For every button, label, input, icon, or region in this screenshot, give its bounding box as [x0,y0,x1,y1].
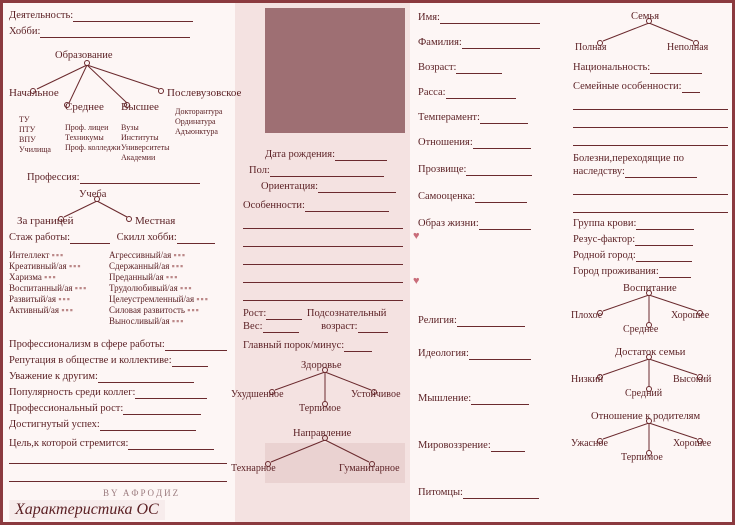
family-node-incomplete[interactable]: Неполная [667,42,709,53]
upbringing-node-good[interactable]: Хорошее [671,310,710,321]
professionalism-field[interactable]: Профессионализм в сфере работы: [9,338,234,351]
hereditary-label: Болезни,переходящие по [573,153,685,164]
city-living-field[interactable]: Город проживания: [573,265,733,278]
nationality-field[interactable]: Национальность: [573,61,733,74]
trait-item[interactable]: Сдержанный/ая ▪▪▪ [109,261,185,271]
upbringing-node-average[interactable]: Среднее [623,324,659,335]
study-tree [9,187,234,227]
goal-line-2[interactable] [9,450,227,464]
parents-node-awful[interactable]: Ужасное [571,438,608,449]
wealth-title: Достаток семьи [615,347,686,358]
temperament-field[interactable]: Темперамент: [418,111,568,124]
center-column [231,148,408,484]
health-title: Здоровье [301,360,342,371]
upbringing-title: Воспитание [623,283,677,294]
family-node-full[interactable]: Полная [575,42,607,53]
rh-factor-field[interactable]: Резус-фактор: [573,233,733,246]
trait-item[interactable]: Агрессивный/ая ▪▪▪ [109,250,187,260]
photo-placeholder[interactable] [265,8,405,133]
family-tree [573,9,733,55]
blood-group-field[interactable]: Группа крови: [573,217,733,230]
activity-field[interactable]: Деятельность: [9,9,234,22]
features-line-5[interactable] [243,269,403,283]
edu-postgrad-list: Докторантура Ординатура Адъюнктура [175,107,223,136]
features-line-6[interactable] [243,287,403,301]
education-tree [9,43,242,171]
family-features-line-2[interactable] [573,96,728,110]
trait-item[interactable]: Воспитанный/ая ▪▪▪ [9,283,88,293]
family-features-line-4[interactable] [573,132,728,146]
popularity-field[interactable]: Популярность среди коллег: [9,386,234,399]
surname-field[interactable]: Фамилия: [418,36,568,49]
trait-item[interactable]: Креативный/ая ▪▪▪ [9,261,82,271]
edu-node-higher[interactable]: Высшее [121,101,159,113]
profession-field[interactable]: Профессия: [27,171,234,184]
orientation-field[interactable]: Ориентация: [261,180,408,193]
success-field[interactable]: Достигнутый успех: [9,418,234,431]
trait-item[interactable]: Харизма ▪▪▪ [9,272,57,282]
lifestyle-field[interactable]: Образ жизни: [418,217,568,230]
study-node-local[interactable]: Местная [135,215,176,227]
upbringing-node-bad[interactable]: Плохое [571,310,603,321]
name-field[interactable]: Имя: [418,11,568,24]
trait-item[interactable]: Активный/ая ▪▪▪ [9,305,74,315]
selfesteem-field[interactable]: Самооценка: [418,190,568,203]
birthdate-field[interactable]: Дата рождения: [265,148,408,161]
edu-node-secondary[interactable]: Среднее [65,101,104,113]
trait-item[interactable]: Выносливый/ая ▪▪▪ [109,316,185,326]
trait-item[interactable]: Преданный/ая ▪▪▪ [109,272,179,282]
health-node-tolerable[interactable]: Терпимое [299,403,341,414]
trait-item[interactable]: Интеллект ▪▪▪ [9,250,65,260]
edu-primary-list: ТУ ПТУ ВПУ Училища [19,115,51,154]
page-title: Характеристика ОС [9,500,165,520]
trait-item[interactable]: Силовая развитость ▪▪▪ [109,305,200,315]
race-field[interactable]: Расса: [418,86,568,99]
parents-title: Отношение к родителям [591,411,701,422]
wealth-tree [573,345,733,407]
parents-node-good[interactable]: Хорошее [673,438,712,449]
main-vice-field[interactable]: Главный порок/минус: [243,339,408,352]
wealth-node-average[interactable]: Средний [625,388,663,399]
reputation-field[interactable]: Репутация в обществе и коллективе: [9,354,234,367]
work-and-skill-row[interactable]: Стаж работы: Скилл хобби: [9,231,234,244]
edu-secondary-list: Проф. лицеи Техникумы Проф. колледжи [65,123,121,152]
hereditary-line-2[interactable] [573,181,728,195]
weight-field[interactable]: Вес: возраст: [243,320,408,333]
health-tree [231,358,408,424]
career-growth-field[interactable]: Профессиональный рост: [9,402,234,415]
wealth-node-low[interactable]: Низкий [571,374,604,385]
traits-right-list [109,250,234,327]
education-title: Образование [55,50,113,61]
trait-item[interactable]: Целеустремленный/ая ▪▪▪ [109,294,209,304]
direction-node-technical[interactable]: Технарное [231,463,276,474]
trait-item[interactable]: Развитый/ая ▪▪▪ [9,294,71,304]
left-column [9,9,242,486]
health-node-stable[interactable]: Устойчивое [351,389,401,400]
direction-title: Направление [293,428,352,439]
traits-left-list [9,250,104,316]
family-features-line-3[interactable] [573,114,728,128]
height-field[interactable]: Рост: Подсознательный [243,308,387,319]
heart-icon: ♥ [413,275,420,287]
hereditary-field[interactable]: наследству: [573,165,733,178]
study-title: Учеба [79,189,107,200]
edu-node-primary[interactable]: Начальное [9,87,59,99]
byline: BY AФPOДИZ [103,488,181,498]
mid-column [418,11,568,502]
relations-field[interactable]: Отношения: [418,136,568,149]
pets-field[interactable]: Питомцы: [418,486,568,499]
features-field[interactable]: Особенности: [243,199,408,212]
health-node-worsened[interactable]: Ухудшенное [231,389,284,400]
sex-field[interactable]: Пол: [249,164,408,177]
ideology-field[interactable]: Идеология: [418,347,568,360]
family-features-field[interactable]: Семейные особенности: [573,80,733,93]
right-column [573,9,733,471]
goal-field[interactable]: Цель,к которой стремится: [9,437,234,450]
features-line-4[interactable] [243,251,403,265]
parents-node-tolerable[interactable]: Терпимое [621,452,663,463]
family-title: Семья [631,11,660,22]
hereditary-line-3[interactable] [573,199,728,213]
goal-line-3[interactable] [9,468,227,482]
nickname-field[interactable]: Прозвище: [418,163,568,176]
trait-item[interactable]: Трудолюбивый/ая ▪▪▪ [109,283,193,293]
study-node-abroad[interactable]: За границей [17,215,74,227]
worldview-field[interactable]: Мировоззрение: [418,439,568,452]
hobby-field[interactable]: Хобби: [9,25,234,38]
heart-icon: ♥ [413,230,420,242]
edu-higher-list: Вузы Институты Университеты Академии [121,123,170,162]
thinking-field[interactable]: Мышление: [418,392,568,405]
wealth-node-high[interactable]: Высокий [673,374,712,385]
age-field[interactable]: Возраст: [418,61,568,74]
features-line-3[interactable] [243,233,403,247]
features-line-2[interactable] [243,215,403,229]
edu-node-postgrad[interactable]: Послевузовское [167,87,242,99]
traits-block [9,250,234,338]
religion-field[interactable]: Религия: [418,314,568,327]
direction-node-humanities[interactable]: Гуманитарное [339,463,400,474]
home-town-field[interactable]: Родной город: [573,249,733,262]
respect-field[interactable]: Уважение к другим: [9,370,234,383]
parents-tree [573,409,733,471]
upbringing-tree [573,281,733,343]
direction-tree [231,426,408,484]
